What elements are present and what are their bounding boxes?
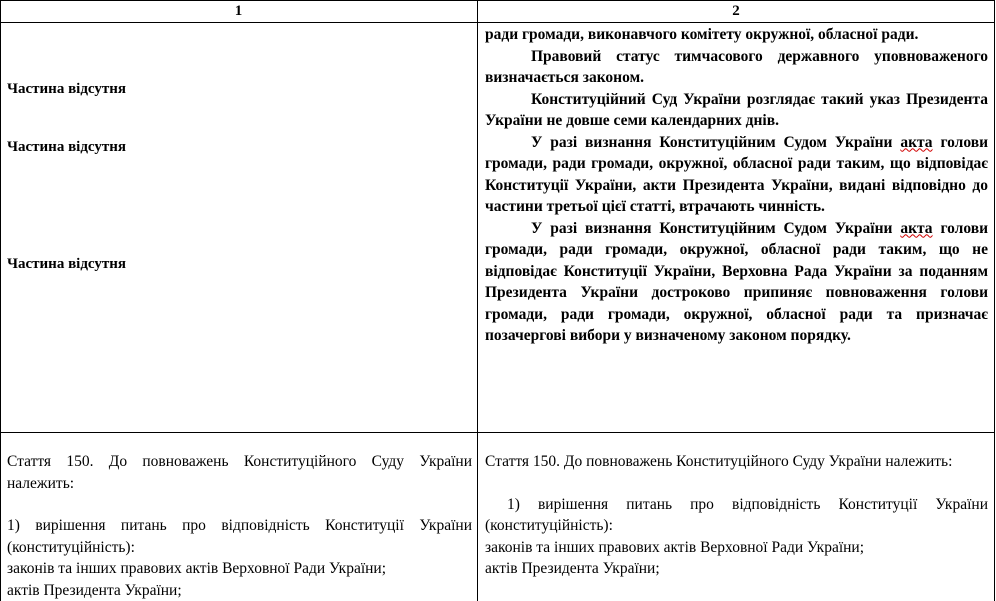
paragraph: Конституційний Суд України розглядає такий указ Президента України не довше семи календарних днів.	[485, 90, 988, 129]
table-right-border	[994, 0, 995, 601]
absent-part-label: Частина відсутня	[7, 139, 127, 155]
paragraph-text: голови громади, ради громади, окружної, обласної ради таким, що не відповідає Конституції України, Верховна Рада України за поданням Президента України достроково припиняє повноваження голови громади, ради громади, окружної, обласної ради та призначає позачергові вибори у визначеному законом порядку.	[485, 219, 988, 344]
paragraph-text: У разі визнання Конституційним Судом України	[531, 219, 893, 237]
article-150-intro: Стаття 150. До повноважень Конституційного Суду України належить:	[485, 453, 953, 470]
amended-text-cell-lower	[485, 451, 988, 580]
article-150-intro: Стаття 150. До повноважень Конституційного Суду України належить:	[7, 453, 472, 492]
paragraph	[485, 218, 988, 347]
column-header-1: 1	[234, 3, 243, 19]
paragraph-text: У разі визнання Конституційним Судом України	[531, 133, 893, 151]
row-divider	[0, 432, 995, 433]
paragraph-text: голови громади, ради громади, окружної, обласної ради таким, що відповідає Конституції України, акти Президента України, видані відповідно до частини третьої цієї статті, втрачають чинність.	[485, 133, 988, 215]
paragraph: Правовий статус тимчасового державного уповноваженого визначається законом.	[485, 47, 988, 86]
list-item: 1) вирішення питань про відповідність Конституції України (конституційність):	[7, 517, 472, 556]
header-divider	[0, 22, 995, 23]
list-item: 1) вирішення питань про відповідність Конституції України (конституційність):	[485, 495, 988, 534]
list-item: законів та інших правових актів Верховної Ради України;	[7, 560, 387, 577]
absent-part-label: Частина відсутня	[7, 81, 127, 97]
list-item: актів Президента України;	[7, 581, 182, 599]
list-item: законів та інших правових актів Верховної Ради України;	[485, 538, 865, 556]
absent-part-label: Частина відсутня	[7, 256, 127, 272]
paragraph	[485, 132, 988, 218]
column-divider	[477, 0, 478, 601]
paragraph: ради громади, виконавчого комітету окружної, обласної ради.	[485, 26, 919, 43]
column-header-2: 2	[732, 3, 740, 19]
spellcheck-marked-word: акта	[900, 219, 933, 237]
list-item: актів Президента України;	[485, 560, 660, 577]
amended-text-cell	[485, 24, 988, 347]
spellcheck-marked-word: акта	[900, 133, 933, 151]
current-text-cell	[7, 451, 472, 601]
